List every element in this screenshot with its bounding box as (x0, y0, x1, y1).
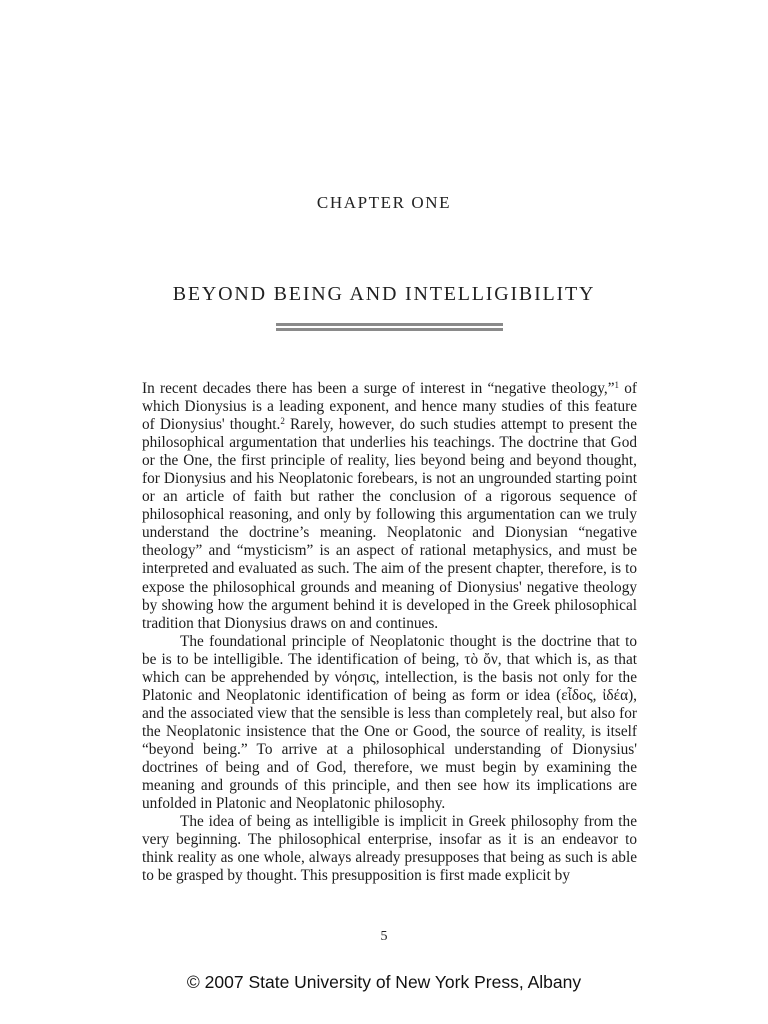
copyright-notice: © 2007 State University of New York Press, Albany (186, 972, 582, 992)
paragraph-1 (142, 380, 637, 633)
paragraph-1-text-b: of which Dionysius is a leading exponent, and hence many studies of this feature of Dionysius' thought. (142, 380, 637, 434)
paragraph-1-text-a: In recent decades there has been a surge of interest in “negative theology,” (142, 380, 615, 397)
body-text (142, 380, 637, 885)
paragraph-3: The idea of being as intelligible is implicit in Greek philosophy from the very beginning. The philosophical enterprise, insofar as it is an endeavor to think reality as one whole, always already presupposes that being as such is able to be grasped by thought. This presupposition is first made explicit by (142, 813, 637, 885)
page-number: 5 (380, 929, 388, 944)
chapter-label: CHAPTER ONE (316, 193, 452, 212)
title-rule-lower (276, 328, 503, 331)
paragraph-1-text-c: Rarely, however, do such studies attempt to present the philosophical argumentation that underlies his teachings. The doctrine that God or the One, the first principle of reality, lies beyond being and beyond thought, for Dionysius and his Neoplatonic forebears, is not an ungrounded starting point or an article of faith but rather the conclusion of a rigorous sequence of philosophical reasoning, and only by following this argumentation can we truly understand the doctrine’s meaning. Neoplatonic and Dionysian “negative theology” and “mysticism” is an aspect of rational metaphysics, and must be interpreted and evaluated as such. The aim of the present chapter, therefore, is to expose the philosophical grounds and meaning of Dionysius' negative theology by showing how the argument behind it is developed in the Greek philosophical tradition that Dionysius draws on and continues. (142, 416, 637, 632)
footnote-ref-2[interactable]: 2 (280, 416, 285, 427)
footnote-ref-1[interactable]: 1 (614, 380, 619, 390)
paragraph-2: The foundational principle of Neoplatonic thought is the doctrine that to be is to be intelligible. The identification of being, τὸ ὄν, that which is, as that which can be apprehended by νόησις, intellection, is the basis not only for the Platonic and Neoplatonic identification of being as form or idea (εἶδος, ἰδέα), and the associated view that the sensible is less than completely real, but also for the Neoplatonic insistence that the One or Good, the source of reality, is itself “beyond being.” To arrive at a philosophical understanding of Dionysius' doctrines of being and of God, therefore, we must begin by examining the meaning and grounds of this principle, and then see how its implications are unfolded in Platonic and Neoplatonic philosophy. (142, 632, 637, 813)
chapter-title: BEYOND BEING AND INTELLIGIBILITY (172, 283, 596, 305)
title-rule (276, 323, 503, 331)
title-rule-upper (276, 323, 503, 326)
